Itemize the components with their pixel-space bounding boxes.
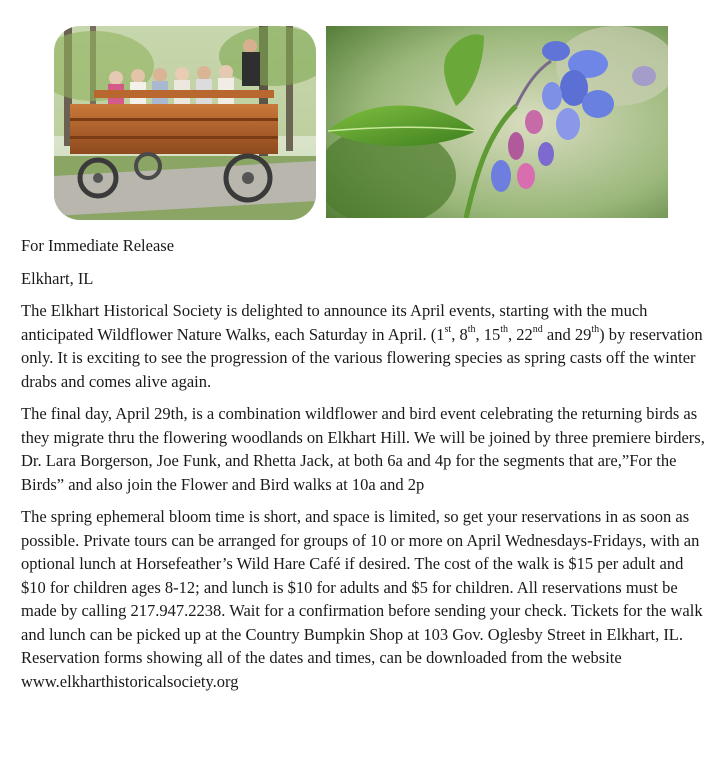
bluebell-flower-photo bbox=[326, 26, 668, 218]
paragraph-april-events: The Elkhart Historical Society is delighted to announce its April events, starting with the much anticipated Wildflower Nature Walks, each Saturday in April. (1st, 8th, 15th, 22nd and 29th) by reservation only. It is exciting to see the progression of the various flowering species as spring casts off the winter drabs and comes alive again. bbox=[21, 301, 703, 391]
wagon-photo bbox=[54, 26, 316, 220]
paragraph-bird-event: The final day, April 29th, is a combination wildflower and bird event celebrating the returning birds as they migrate thru the flowering woodlands on Elkhart Hill. We will be joined by three premiere birders, Dr. Lara Borgerson, Joe Funk, and Rhetta Jack, at both 6a and 4p for the segments that are,”For the Birds” and also join the Flower and Bird walks at 10a and 2p bbox=[21, 404, 705, 494]
release-label: For Immediate Release bbox=[21, 236, 175, 255]
photo-row bbox=[54, 26, 670, 220]
paragraph-reservations: The spring ephemeral bloom time is short, and space is limited, so get your reservations in as soon as possible. Private tours can be arranged for groups of 10 or more on April Wednesdays-Fridays, with an optional lunch at Horsefeather’s Wild Hare Café if desired. The cost of the walk is $15 per adult and $10 for children ages 8-12; and lunch is $10 for adults and $5 for children. All reservations must be made by calling 217.947.2238. Wait for a confirmation before sending your check. Tickets for the walk and lunch can be picked up at the Country Bumpkin Shop at 103 Gov. Oglesby Street in Elkhart, IL. Reservation forms showing all of the dates and times, can be downloaded from the website www.elkharthistoricalsociety.org bbox=[21, 507, 703, 691]
press-release-body bbox=[21, 234, 707, 702]
release-location: Elkhart, IL bbox=[21, 268, 94, 288]
